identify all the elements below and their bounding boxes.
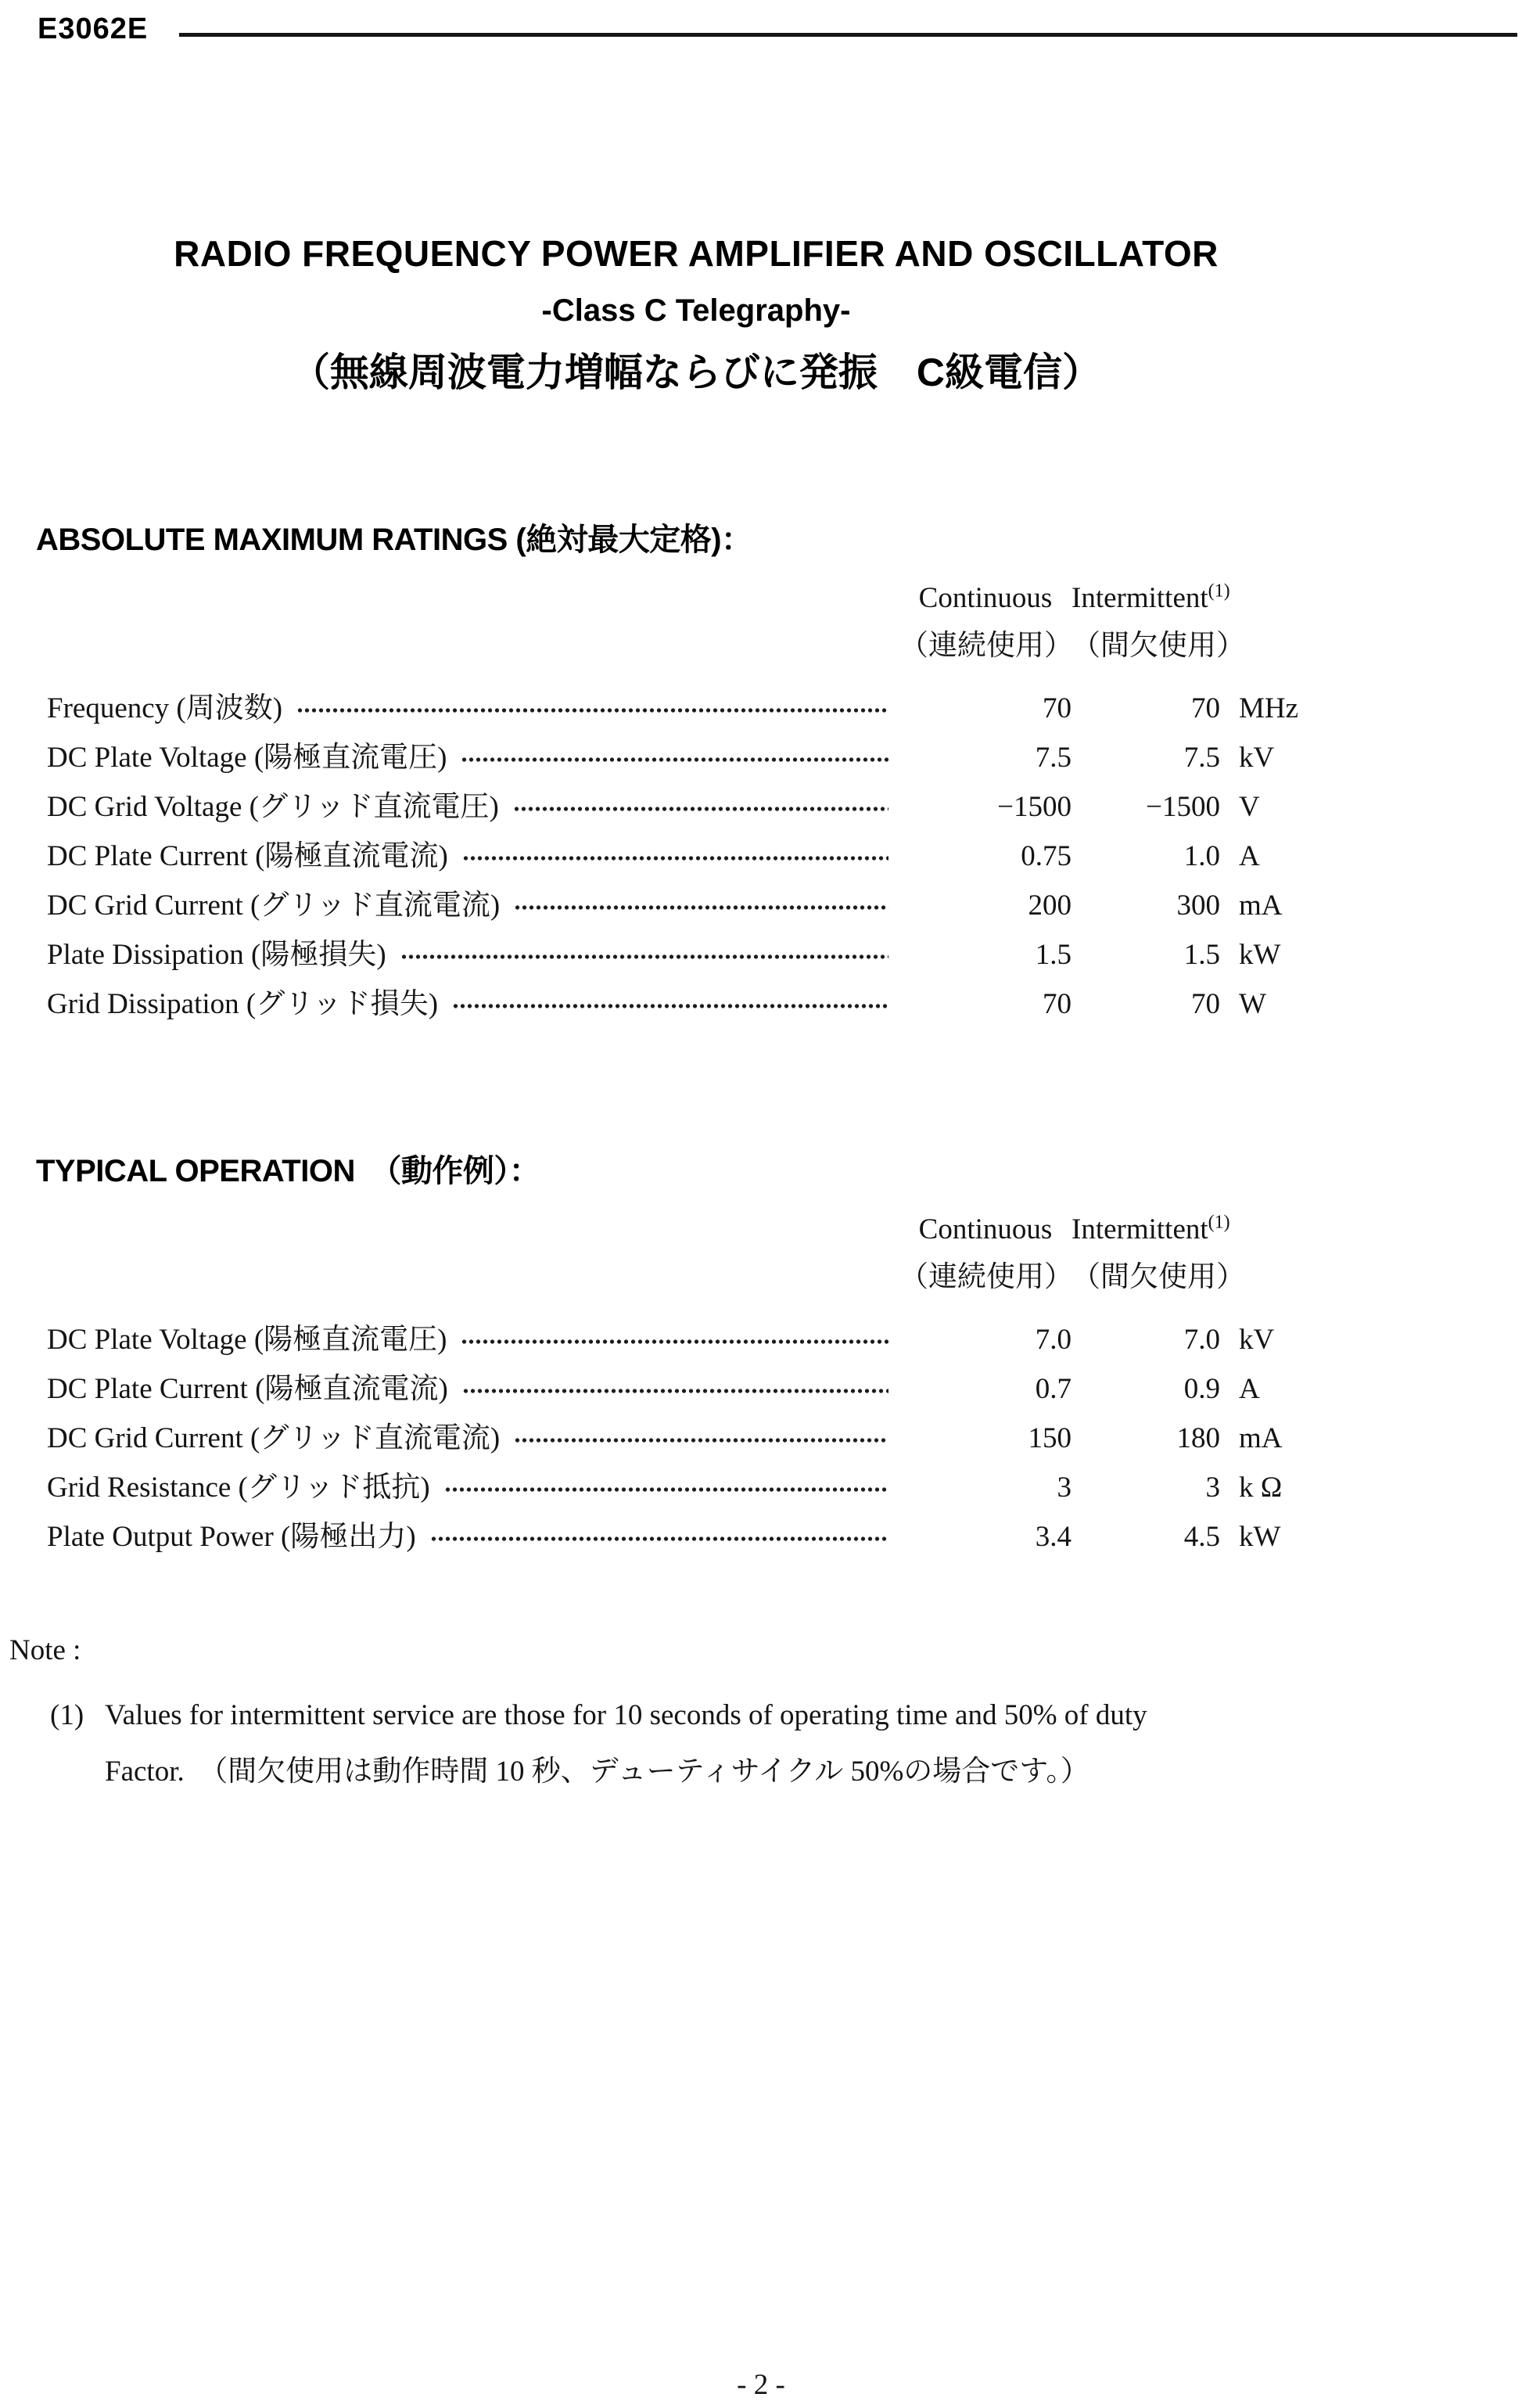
column-header-intermittent-text: Intermittent: [1072, 1213, 1208, 1245]
row-label: Plate Dissipation (陽極損失): [47, 939, 386, 971]
intermittent-value: 3: [1205, 1472, 1220, 1504]
section-heading-absolute-maximum-ratings: ABSOLUTE MAXIMUM RATINGS (絶対最大定格)：: [36, 523, 752, 557]
model-number: E3062E: [38, 13, 149, 45]
unit-label: kW: [1239, 1521, 1281, 1553]
page-number: - 2 -: [737, 2369, 785, 2401]
unit-label: kV: [1239, 742, 1275, 774]
row-label: DC Grid Current (グリッド直流電流): [47, 1422, 501, 1454]
continuous-value: 70: [1043, 692, 1072, 724]
table-row: [47, 881, 1337, 930]
intermittent-value: 70: [1191, 988, 1220, 1020]
note-item: [50, 1687, 1522, 1800]
row-label: Grid Dissipation (グリッド損失): [47, 988, 439, 1020]
column-header-continuous: Continuous: [918, 582, 1053, 614]
continuous-value: −1500: [997, 791, 1072, 823]
row-label: DC Plate Voltage (陽極直流電圧): [47, 1324, 447, 1356]
column-header-intermittent: [1072, 580, 1230, 615]
page-subtitle: -Class C Telegraphy-: [541, 293, 851, 328]
continuous-value: 200: [1028, 890, 1072, 922]
dot-leader: [461, 1335, 888, 1349]
table-row: [47, 733, 1337, 782]
unit-label: mA: [1239, 1422, 1283, 1454]
note-line1: Values for intermittent service are those for 10 seconds of operating time and 50% of duty: [105, 1699, 1147, 1731]
intermittent-value: 70: [1191, 692, 1220, 724]
document-header: [0, 0, 1522, 46]
continuous-value: 7.5: [1035, 742, 1072, 774]
row-label: DC Plate Current (陽極直流電流): [47, 1373, 448, 1405]
note-text: [105, 1687, 1147, 1800]
column-header-intermittent: [1072, 1212, 1230, 1246]
typical-operation-table: [47, 1315, 1337, 1562]
table-row: [47, 1512, 1337, 1562]
intermittent-value: 180: [1176, 1422, 1220, 1454]
title-block: [0, 232, 1392, 397]
row-label: Frequency (周波数): [47, 692, 283, 724]
row-label: DC Grid Voltage (グリッド直流電圧): [47, 791, 499, 823]
dot-leader: [452, 999, 888, 1013]
intermittent-value: 1.0: [1183, 840, 1220, 872]
dot-leader: [444, 1483, 888, 1497]
continuous-value: 3.4: [1035, 1521, 1072, 1553]
column-header-continuous-ja: （連続使用）: [899, 1261, 1073, 1293]
unit-label: V: [1239, 791, 1260, 823]
dot-leader: [513, 802, 888, 816]
footnote-reference: (1): [1208, 1212, 1230, 1233]
unit-label: A: [1239, 840, 1260, 872]
dot-leader: [462, 851, 888, 865]
intermittent-value: 1.5: [1183, 939, 1220, 971]
column-headers-en: [47, 581, 1337, 615]
unit-label: mA: [1239, 890, 1283, 922]
row-label: Plate Output Power (陽極出力): [47, 1521, 416, 1553]
dot-leader: [462, 1384, 888, 1398]
row-label: DC Plate Current (陽極直流電流): [47, 840, 448, 872]
table-row: [47, 1463, 1337, 1512]
continuous-value: 150: [1028, 1422, 1072, 1454]
table-row: [47, 1315, 1337, 1364]
continuous-value: 0.75: [1021, 840, 1072, 872]
dot-leader: [514, 1433, 888, 1447]
intermittent-value: 4.5: [1183, 1521, 1220, 1553]
unit-label: kW: [1239, 939, 1281, 971]
table-row: [47, 832, 1337, 881]
unit-label: kV: [1239, 1324, 1275, 1356]
row-label: DC Grid Current (グリッド直流電流): [47, 890, 501, 922]
dot-leader: [400, 950, 888, 964]
table-row: [47, 930, 1337, 979]
continuous-value: 1.5: [1035, 939, 1072, 971]
header-rule: [179, 33, 1517, 37]
column-header-continuous: Continuous: [918, 1213, 1053, 1245]
intermittent-value: 0.9: [1183, 1373, 1220, 1405]
table-row: [47, 1364, 1337, 1414]
section-heading-typical-operation: TYPICAL OPERATION （動作例）：: [36, 1154, 540, 1188]
row-label: DC Plate Voltage (陽極直流電圧): [47, 742, 447, 774]
table-row: [47, 684, 1337, 733]
note-line2: Factor. （間欠使用は動作時間 10 秒、デューティサイクル 50%の場合です。）: [105, 1756, 1089, 1788]
table-row: [47, 1414, 1337, 1463]
intermittent-value: −1500: [1146, 791, 1220, 823]
unit-label: k Ω: [1239, 1472, 1283, 1504]
continuous-value: 0.7: [1035, 1373, 1072, 1405]
column-header-intermittent-text: Intermittent: [1072, 582, 1208, 614]
continuous-value: 3: [1057, 1472, 1072, 1504]
unit-label: W: [1239, 988, 1266, 1020]
dot-leader: [461, 753, 888, 767]
table-row: [47, 782, 1337, 832]
dot-leader: [296, 703, 888, 717]
note-marker: (1): [50, 1699, 84, 1731]
section-absolute-maximum-ratings: [0, 515, 1522, 1029]
table-row: [47, 979, 1337, 1029]
column-headers-en: [47, 1213, 1337, 1246]
column-header-continuous-ja: （連続使用）: [899, 630, 1073, 662]
column-headers-ja: [47, 621, 1337, 663]
page-title: RADIO FREQUENCY POWER AMPLIFIER AND OSCILLATOR: [174, 233, 1219, 274]
row-label: Grid Resistance (グリッド抵抗): [47, 1472, 430, 1504]
unit-label: MHz: [1239, 692, 1299, 724]
absolute-maximum-ratings-table: [47, 684, 1337, 1029]
unit-label: A: [1239, 1373, 1260, 1405]
column-headers-ja: [47, 1253, 1337, 1295]
note-label: Note :: [9, 1634, 81, 1666]
dot-leader: [430, 1532, 888, 1546]
dot-leader: [514, 900, 888, 915]
intermittent-value: 300: [1176, 890, 1220, 922]
intermittent-value: 7.5: [1183, 742, 1220, 774]
intermittent-value: 7.0: [1183, 1324, 1220, 1356]
continuous-value: 7.0: [1035, 1324, 1072, 1356]
note-block: [9, 1633, 1522, 1800]
continuous-value: 70: [1043, 988, 1072, 1020]
column-header-intermittent-ja: （間欠使用）: [1072, 630, 1245, 662]
page-title-japanese: （無線周波電力増幅ならびに発振 C級電信）: [290, 350, 1102, 394]
column-header-intermittent-ja: （間欠使用）: [1072, 1261, 1245, 1293]
footnote-reference: (1): [1208, 580, 1230, 602]
section-typical-operation: [0, 1146, 1522, 1562]
